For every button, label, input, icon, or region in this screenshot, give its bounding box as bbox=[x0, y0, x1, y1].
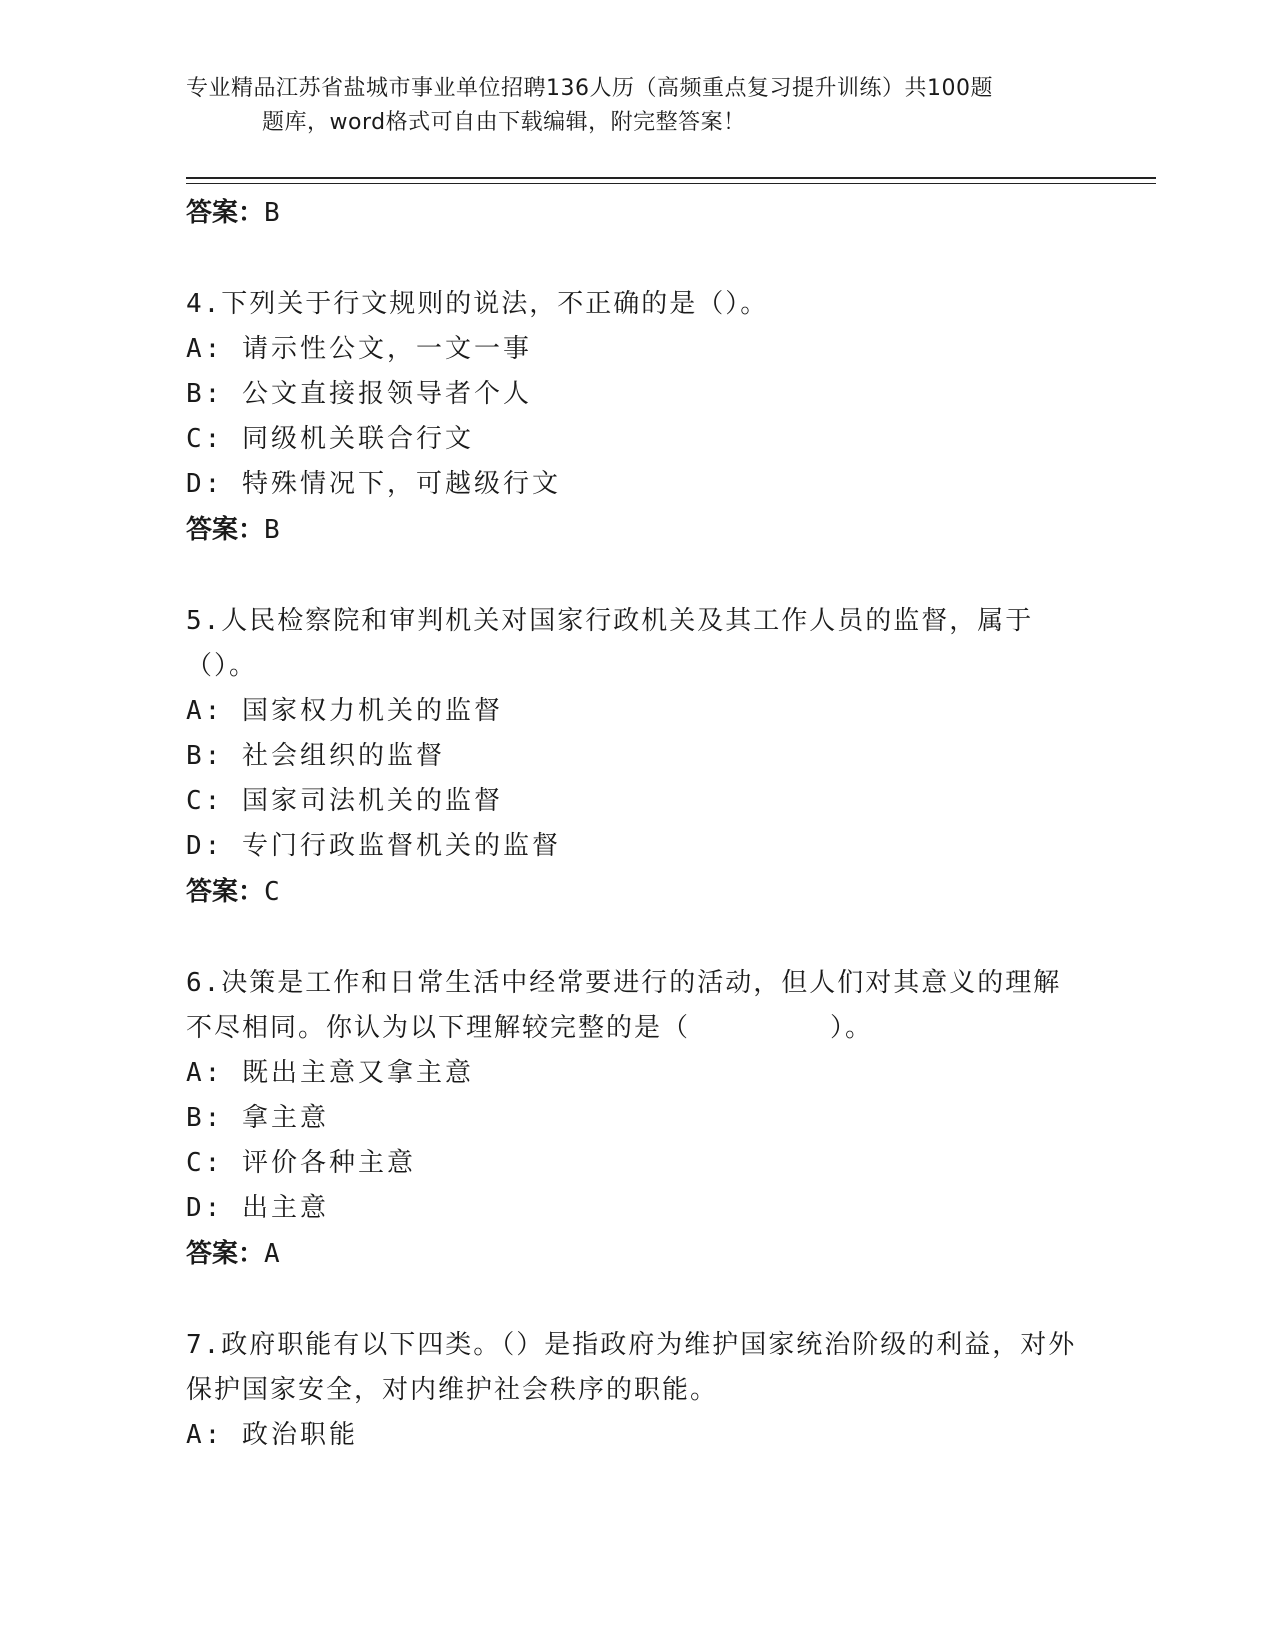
answer-line bbox=[186, 190, 1086, 236]
question-5 bbox=[186, 599, 1086, 915]
option-a: A: 国家权力机关的监督 bbox=[186, 696, 503, 726]
option-d: D: 特殊情况下，可越级行文 bbox=[186, 469, 561, 499]
answer-prefix: 答案： bbox=[186, 1239, 265, 1269]
header-rule-thick bbox=[186, 177, 1156, 179]
answer-value: B bbox=[264, 198, 280, 228]
option-b: B: 公文直接报领导者个人 bbox=[186, 379, 532, 409]
question-text: 7.政府职能有以下四类。（）是指政府为维护国家统治阶级的利益，对外保护国家安全，对内维护社会秩序的职能。 bbox=[186, 1330, 1077, 1405]
option-a: A: 既出主意又拿主意 bbox=[186, 1058, 474, 1088]
option-d: D: 专门行政监督机关的监督 bbox=[186, 831, 561, 861]
question-text: 4.下列关于行文规则的说法，不正确的是（）。 bbox=[186, 289, 769, 319]
option-d: D: 出主意 bbox=[186, 1193, 329, 1223]
answer-value: A bbox=[264, 1239, 280, 1269]
option-a: A: 请示性公文，一文一事 bbox=[186, 334, 532, 364]
answer-line bbox=[186, 1231, 1086, 1277]
header-line-1: 专业精品江苏省盐城市事业单位招聘136人历（高频重点复习提升训练）共100题 bbox=[186, 76, 993, 101]
answer-line bbox=[186, 869, 1086, 915]
answer-line bbox=[186, 507, 1086, 553]
answer-prefix: 答案： bbox=[186, 877, 265, 907]
header-line-2: 题库，word格式可自由下载编辑，附完整答案！ bbox=[262, 110, 746, 135]
answer-value: B bbox=[264, 515, 280, 545]
option-b: B: 社会组织的监督 bbox=[186, 741, 445, 771]
option-a: A: 政治职能 bbox=[186, 1420, 358, 1450]
answer-prefix: 答案： bbox=[186, 198, 265, 228]
document-header bbox=[186, 72, 1086, 140]
question-4 bbox=[186, 282, 1086, 553]
option-c: C: 国家司法机关的监督 bbox=[186, 786, 503, 816]
option-c: C: 评价各种主意 bbox=[186, 1148, 416, 1178]
question-6 bbox=[186, 961, 1086, 1277]
question-text: 5.人民检察院和审判机关对国家行政机关及其工作人员的监督，属于（）。 bbox=[186, 606, 1034, 681]
answer-prefix: 答案： bbox=[186, 515, 265, 545]
question-7 bbox=[186, 1323, 1086, 1458]
answer-value: C bbox=[264, 877, 280, 907]
question-text: 6.决策是工作和日常生活中经常要进行的活动，但人们对其意义的理解不尽相同。你认为以下理解较完整的是（ ）。 bbox=[186, 968, 1062, 1043]
option-b: B: 拿主意 bbox=[186, 1103, 329, 1133]
question-list bbox=[186, 190, 1086, 1458]
option-c: C: 同级机关联合行文 bbox=[186, 424, 474, 454]
header-rule-thin bbox=[186, 183, 1156, 184]
